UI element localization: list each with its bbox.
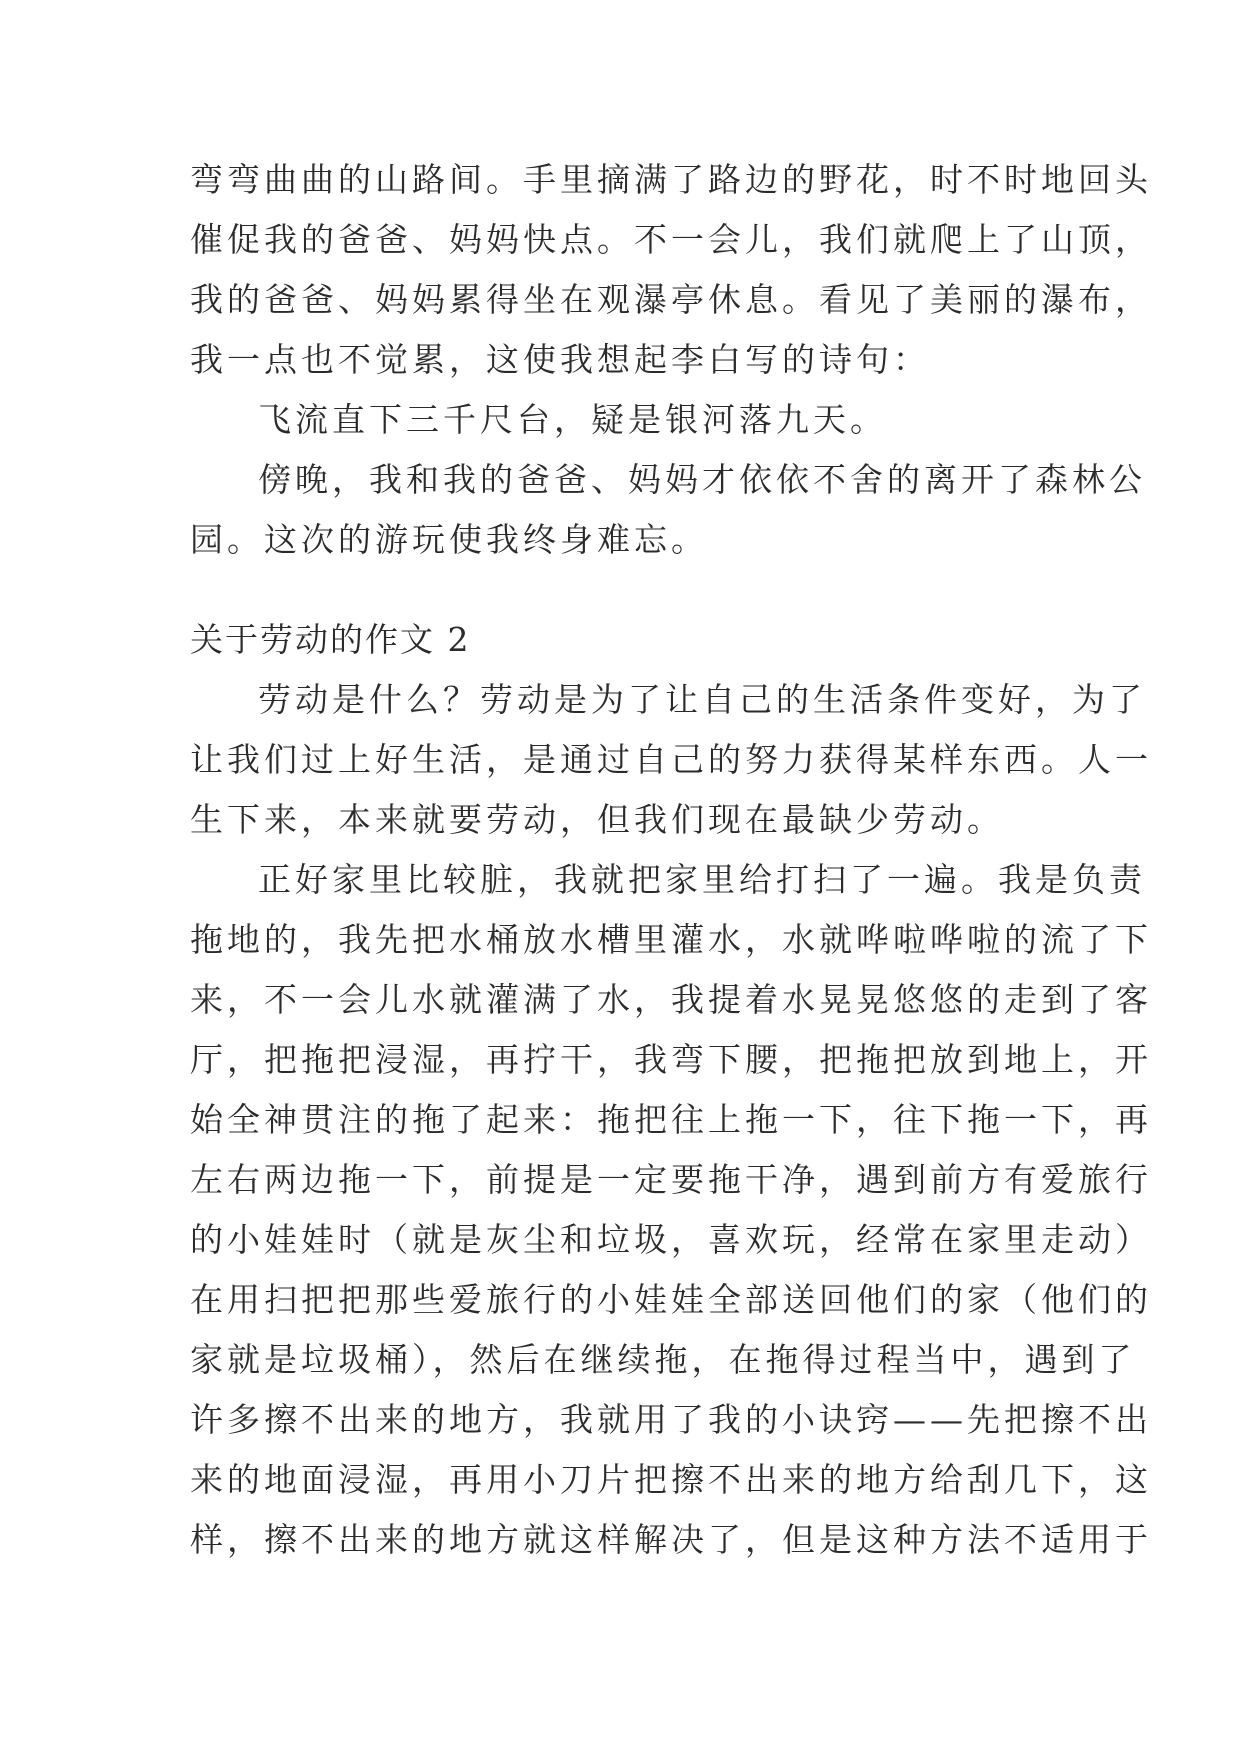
paragraph-line: 我的爸爸、妈妈累得坐在观瀑亭休息。看见了美丽的瀑布， — [190, 280, 1152, 319]
paragraph-line: 劳动是什么？劳动是为了让自己的生活条件变好，为了 — [258, 680, 1146, 719]
paragraph-line: 弯弯曲曲的山路间。手里摘满了路边的野花，时不时地回头 — [190, 160, 1152, 199]
paragraph-line: 左右两边拖一下，前提是一定要拖干净，遇到前方有爱旅行 — [190, 1160, 1152, 1199]
section-2 — [190, 610, 1152, 1570]
paragraph-line: 的小娃娃时（就是灰尘和垃圾，喜欢玩，经常在家里走动） — [190, 1220, 1152, 1259]
paragraph-line: 我一点也不觉累，这使我想起李白写的诗句： — [190, 340, 930, 379]
section-title: 关于劳动的作文 2 — [190, 620, 471, 659]
paragraph-line: 正好家里比较脏，我就把家里给打扫了一遍。我是负责 — [258, 860, 1146, 899]
paragraph-line: 催促我的爸爸、妈妈快点。不一会儿，我们就爬上了山顶， — [190, 220, 1152, 259]
paragraph-line: 傍晚，我和我的爸爸、妈妈才依依不舍的离开了森林公 — [258, 460, 1146, 499]
poem-line: 飞流直下三千尺台，疑是银河落九天。 — [258, 400, 887, 439]
section-1 — [190, 150, 1152, 570]
paragraph-line: 样，擦不出来的地方就这样解决了，但是这种方法不适用于 — [190, 1520, 1152, 1559]
paragraph-line: 拖地的，我先把水桶放水槽里灌水，水就哗啦哗啦的流了下 — [190, 920, 1152, 959]
paragraph-line: 许多擦不出来的地方，我就用了我的小诀窍——先把擦不出 — [190, 1400, 1152, 1439]
paragraph-line: 厅，把拖把浸湿，再拧干，我弯下腰，把拖把放到地上，开 — [190, 1040, 1152, 1079]
paragraph-line: 来，不一会儿水就灌满了水，我提着水晃晃悠悠的走到了客 — [190, 980, 1152, 1019]
paragraph-line: 始全神贯注的拖了起来：拖把往上拖一下，往下拖一下，再 — [190, 1100, 1152, 1139]
paragraph-line: 来的地面浸湿，再用小刀片把擦不出来的地方给刮几下，这 — [190, 1460, 1152, 1499]
paragraph-line: 生下来，本来就要劳动，但我们现在最缺少劳动。 — [190, 800, 1004, 839]
paragraph-line: 在用扫把把那些爱旅行的小娃娃全部送回他们的家（他们的 — [190, 1280, 1152, 1319]
paragraph-line: 家就是垃圾桶），然后在继续拖，在拖得过程当中，遇到了 — [190, 1340, 1136, 1379]
paragraph-line: 园。这次的游玩使我终身难忘。 — [190, 520, 708, 559]
paragraph-line: 让我们过上好生活，是通过自己的努力获得某样东西。人一 — [190, 740, 1152, 779]
